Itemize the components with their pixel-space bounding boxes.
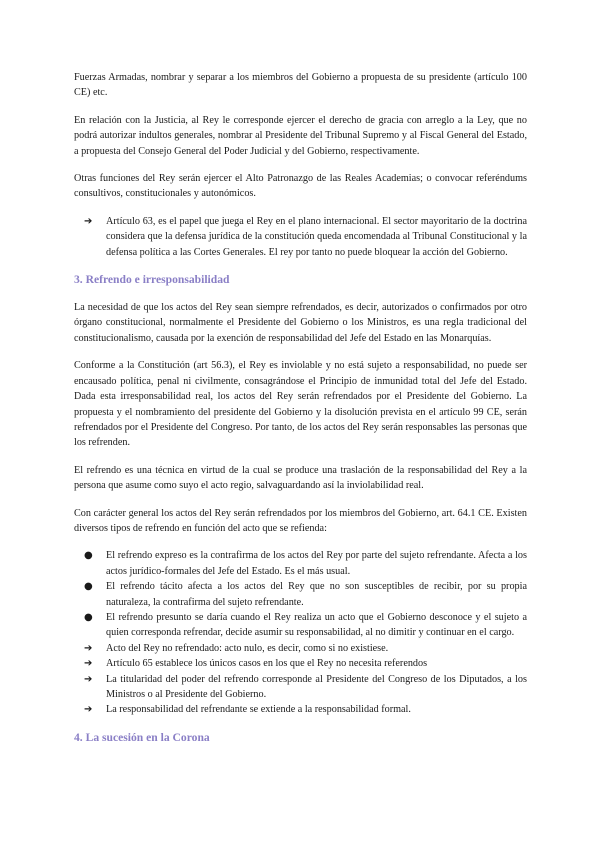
list-item-text: Artículo 65 establece los únicos casos en los que el Rey no necesita referendos xyxy=(106,658,428,670)
list-item-text: Acto del Rey no refrendado: acto nulo, es decir, como si no existiese. xyxy=(106,642,389,654)
paragraph-tecnica: El refrendo es una técnica en virtud de la cual se produce una traslación de la responsabilidad del Rey a la persona que asume como suyo el acto regio, salvaguardando así la inviolabilidad real. xyxy=(74,464,527,492)
list-item xyxy=(74,672,527,703)
list-item-text: Artículo 63, es el papel que juega el Rey en el plano internacional. El sector mayoritario de la doctrina considera que la defensa jurídica de la constitución queda encomendada al Tribunal Constitucional y la defensa política a las Cortes Generales. El rey por tanto no puede bloquear la acción del Gobierno. xyxy=(106,215,527,258)
list-item xyxy=(74,656,527,671)
section-heading-sucesion: 4. La sucesión en la Corona xyxy=(74,730,210,744)
list-item xyxy=(74,702,527,717)
arrow-icon: ➔ xyxy=(84,673,93,685)
refrendo-types-list xyxy=(74,548,527,717)
list-item xyxy=(74,610,527,641)
arrow-list-internacional xyxy=(74,214,527,260)
bullet-icon: ● xyxy=(84,611,93,623)
section-heading-refrendo: 3. Refrendo e irresponsabilidad xyxy=(74,273,230,287)
list-item-text: La titularidad del poder del refrendo corresponde al Presidente del Congreso de los Diputados, a los Ministros o al Presidente del Gobierno. xyxy=(106,673,527,700)
list-item xyxy=(74,548,527,579)
list-item-text: El refrendo expreso es la contrafirma de los actos del Rey por parte del sujeto refrendante. Afecta a los actos jurídico-formales del Jefe del Estado. Es el más usual. xyxy=(106,550,527,577)
paragraph-justicia: En relación con la Justicia, al Rey le corresponde ejercer el derecho de gracia con arreglo a la Ley, que no podrá autorizar indultos generales, nombrar al Presidente del Tribunal Supremo y al Fiscal General del Estado, a propuesta del Consejo General del Poder Judicial y del Gobierno, respectivamente. xyxy=(74,114,527,157)
arrow-icon: ➔ xyxy=(84,704,93,716)
paragraph-necesidad-refrendo: La necesidad de que los actos del Rey sean siempre refrendados, es decir, autorizados o confirmados por otro órgano constitucional, normalmente el Presidente del Gobierno o los Ministros, es una regla tradicional del constitucionalismo, causada por la exención de responsabilidad del Jefe del Estado en las Monarquías. xyxy=(74,302,527,344)
paragraph-fuerzas-armadas: Fuerzas Armadas, nombrar y separar a los miembros del Gobierno a propuesta de su presidente (artículo 100 CE) etc. xyxy=(74,72,527,99)
document-page xyxy=(74,70,527,746)
arrow-icon: ➔ xyxy=(84,658,93,670)
list-item-text: El refrendo presunto se daría cuando el Rey realiza un acto que el Gobierno desconoce y el sujeto a quien corresponda refrendar, decide asumir su responsabilidad, al no dimitir y continuar en el cargo. xyxy=(106,611,527,639)
arrow-icon: ➔ xyxy=(84,215,93,227)
bullet-icon: ● xyxy=(84,550,93,562)
list-item xyxy=(74,641,527,656)
paragraph-caracter-general: Con carácter general los actos del Rey serán refrendados por los miembros del Gobierno, art. 64.1 CE. Existen diversos tipos de refrendo en función del acto que se refienda: xyxy=(74,507,527,534)
arrow-icon: ➔ xyxy=(84,642,93,654)
list-item-text: El refrendo tácito afecta a los actos del Rey que no son susceptibles de recibir, por su propia naturaleza, la contrafirma del sujeto refrendante. xyxy=(106,581,527,608)
paragraph-otras-funciones: Otras funciones del Rey serán ejercer el Alto Patronazgo de las Reales Academias; o convocar referéndums consultivos, constitucionales y autonómicos. xyxy=(74,173,527,200)
list-item xyxy=(74,579,527,610)
bullet-icon: ● xyxy=(84,581,93,593)
list-item-text: La responsabilidad del refrendante se extiende a la responsabilidad formal. xyxy=(106,704,411,716)
paragraph-constitucion: Conforme a la Constitución (art 56.3), el Rey es inviolable y no está sujeto a responsabilidad, no puede ser encausado política, penal ni civilmente, consagrándose el Principio de inmunidad total del Jefe del Estado. Dada esta irresponsabilidad real, los actos del Rey serán refrendados por el Presidente del Gobierno. La propuesta y el nombramiento del presidente del Gobierno y la disolución prevista en el artículo 99 CE, serán refrendados por el Presidente del Congreso. Por tanto, de los actos del Rey serán responsables las personas que los refrenden. xyxy=(74,360,527,449)
list-item xyxy=(74,214,527,260)
